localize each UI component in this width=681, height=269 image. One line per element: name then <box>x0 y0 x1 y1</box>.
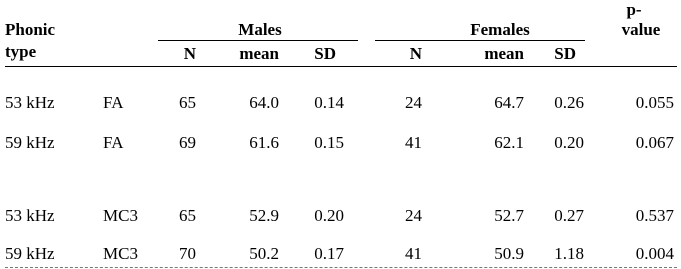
header-pvalue-line2: value <box>621 20 661 39</box>
row-2-males-n: 69 <box>179 133 196 152</box>
row-3-females-n: 24 <box>405 206 422 225</box>
row-1-males-mean: 64.0 <box>249 93 279 112</box>
row-2-pvalue: 0.067 <box>635 133 674 152</box>
row-4-pvalue: 0.004 <box>635 244 674 263</box>
row-4-type: MC3 <box>103 244 138 263</box>
row-3-females-sd: 0.27 <box>554 206 584 225</box>
header-females-n: N <box>409 44 422 63</box>
row-3-males-sd: 0.20 <box>314 206 344 225</box>
header-phonic-type-line2: type <box>5 42 37 61</box>
row-1-females-sd: 0.26 <box>554 93 584 112</box>
females-group-rule <box>375 40 585 41</box>
row-1-frequency: 53 kHz <box>5 93 55 112</box>
header-males-mean: mean <box>239 44 279 63</box>
males-group-rule <box>158 40 358 41</box>
row-3-females-mean: 52.7 <box>494 206 524 225</box>
header-males: Males <box>238 20 282 39</box>
header-males-sd: SD <box>314 44 336 63</box>
row-1-females-mean: 64.7 <box>494 93 524 112</box>
header-pvalue-line1: p- <box>626 0 642 19</box>
row-4-males-mean: 50.2 <box>249 244 279 263</box>
bottom-rule <box>5 267 677 268</box>
row-4-males-sd: 0.17 <box>314 244 344 263</box>
row-1-pvalue: 0.055 <box>635 93 674 112</box>
row-1-males-n: 65 <box>179 93 196 112</box>
row-2-females-mean: 62.1 <box>494 133 524 152</box>
row-4-females-mean: 50.9 <box>494 244 524 263</box>
row-1-males-sd: 0.14 <box>314 93 344 112</box>
row-2-females-n: 41 <box>405 133 422 152</box>
row-1-females-n: 24 <box>405 93 422 112</box>
row-3-frequency: 53 kHz <box>5 206 55 225</box>
row-2-females-sd: 0.20 <box>554 133 584 152</box>
row-4-females-n: 41 <box>405 244 422 263</box>
header-females: Females <box>470 20 530 39</box>
row-2-frequency: 59 kHz <box>5 133 55 152</box>
header-rule <box>5 66 677 67</box>
header-phonic-type-line1: Phonic <box>5 20 56 39</box>
row-4-frequency: 59 kHz <box>5 244 55 263</box>
header-females-sd: SD <box>554 44 576 63</box>
row-2-males-sd: 0.15 <box>314 133 344 152</box>
header-females-mean: mean <box>484 44 524 63</box>
row-3-type: MC3 <box>103 206 138 225</box>
header-males-n: N <box>183 44 196 63</box>
row-1-type: FA <box>103 93 124 112</box>
row-3-pvalue: 0.537 <box>635 206 674 225</box>
row-3-males-mean: 52.9 <box>249 206 279 225</box>
row-2-type: FA <box>103 133 124 152</box>
row-4-females-sd: 1.18 <box>554 244 584 263</box>
row-4-males-n: 70 <box>179 244 196 263</box>
row-3-males-n: 65 <box>179 206 196 225</box>
row-2-males-mean: 61.6 <box>249 133 279 152</box>
